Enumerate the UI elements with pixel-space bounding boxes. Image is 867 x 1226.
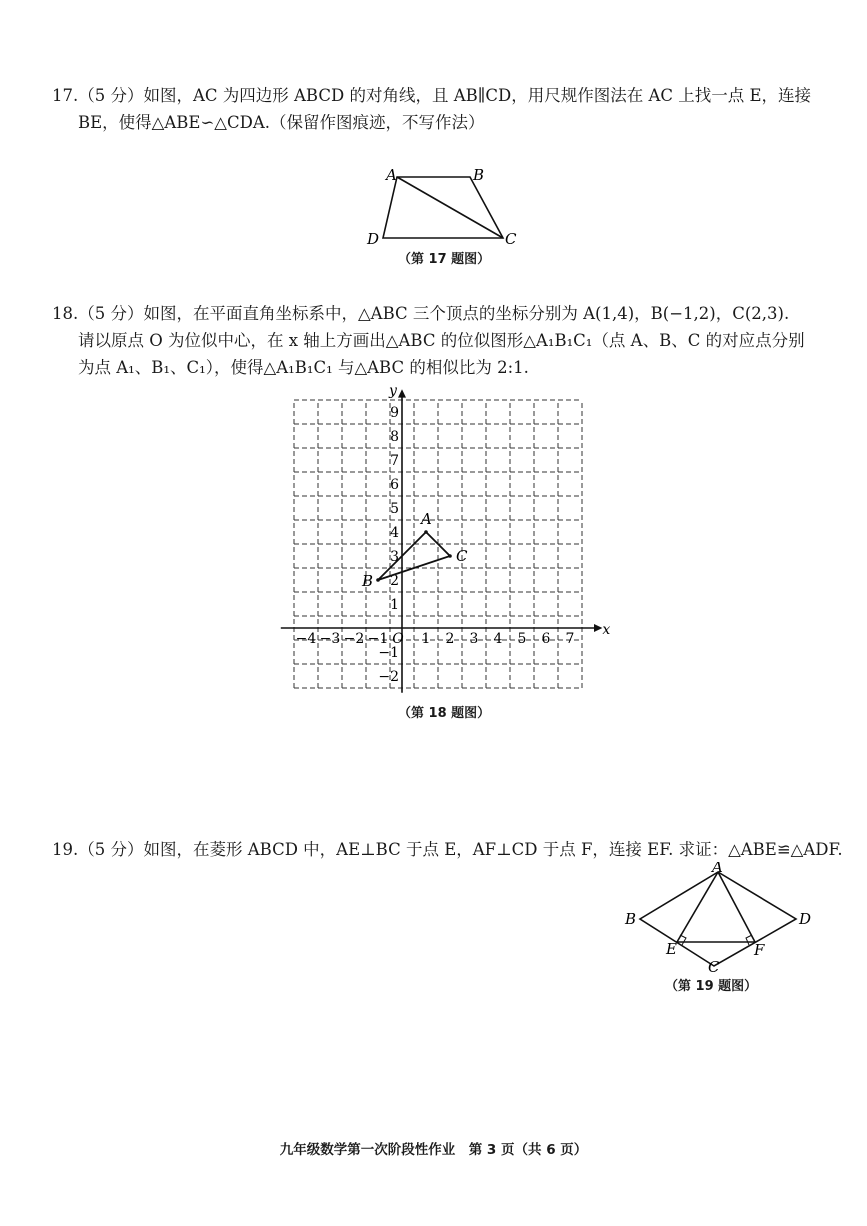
question-18-line-1: 18.（5 分）如图，在平面直角坐标系中，△ABC 三个顶点的坐标分别为 A(1,4)，B(−1,2)，C(2,3). bbox=[52, 304, 790, 323]
question-18-line-2: 请以原点 O 为位似中心，在 x 轴上方画出△ABC 的位似图形△A₁B₁C₁（点 A、B、C 的对应点分别 bbox=[78, 331, 805, 350]
label-f: F bbox=[754, 941, 765, 959]
x-tick-label: 5 bbox=[517, 631, 527, 647]
right-angle-mark-f bbox=[746, 935, 752, 945]
vertex-a bbox=[424, 530, 428, 534]
rhombus-abcd bbox=[640, 872, 796, 966]
y-tick-label: 6 bbox=[390, 477, 399, 493]
origin-label: O bbox=[392, 631, 404, 647]
label-c: C bbox=[505, 230, 517, 248]
label-d: D bbox=[799, 910, 812, 928]
label-d: D bbox=[367, 230, 380, 248]
x-tick-label: 1 bbox=[421, 631, 431, 647]
label-e: E bbox=[666, 940, 677, 958]
page-footer: 九年级数学第一次阶段性作业 第 3 页（共 6 页） bbox=[279, 1142, 588, 1158]
y-tick-label: 3 bbox=[390, 549, 399, 565]
question-18-line-3: 为点 A₁、B₁、C₁），使得△A₁B₁C₁ 与△ABC 的相似比为 2:1. bbox=[78, 358, 529, 377]
y-tick-label: 2 bbox=[390, 573, 399, 589]
figure-17-caption: （第 17 题图） bbox=[398, 252, 491, 267]
y-tick-label: 1 bbox=[390, 597, 399, 613]
y-tick-label: 5 bbox=[390, 501, 399, 517]
tick-labels bbox=[296, 405, 575, 685]
x-tick-label: −4 bbox=[295, 631, 317, 647]
question-19-line-1: 19.（5 分）如图，在菱形 ABCD 中，AE⊥BC 于点 E，AF⊥CD 于点 F，连接 EF. 求证：△ABE≌△ADF. bbox=[52, 840, 843, 859]
x-tick-label: −3 bbox=[319, 631, 341, 647]
question-17-line-2: BE，使得△ABE∽△CDA.（保留作图痕迹，不写作法） bbox=[78, 113, 485, 132]
x-axis-arrow bbox=[594, 624, 602, 632]
label-a: A bbox=[386, 166, 397, 184]
label-b: B bbox=[625, 910, 637, 928]
x-axis-label: x bbox=[602, 622, 611, 638]
vertex-c bbox=[448, 554, 452, 558]
y-tick-label: −2 bbox=[378, 669, 399, 685]
label-c: C bbox=[708, 958, 720, 976]
y-tick-label: 4 bbox=[390, 525, 399, 541]
x-tick-label: −2 bbox=[343, 631, 365, 647]
vertex-b bbox=[376, 578, 380, 582]
x-tick-label: 4 bbox=[493, 631, 503, 647]
x-tick-label: 6 bbox=[541, 631, 551, 647]
question-19 bbox=[52, 836, 843, 863]
x-tick-label: 3 bbox=[469, 631, 479, 647]
x-tick-label: 7 bbox=[565, 631, 575, 647]
y-axis-label: y bbox=[389, 383, 397, 400]
vertex-label-c: C bbox=[456, 547, 468, 565]
figure-19-caption: （第 19 题图） bbox=[665, 979, 758, 994]
segment-ae bbox=[677, 872, 718, 942]
vertex-label-a: A bbox=[421, 510, 432, 528]
x-tick-label: 2 bbox=[445, 631, 455, 647]
y-axis-arrow bbox=[398, 389, 406, 397]
y-tick-label: −1 bbox=[378, 645, 399, 661]
y-tick-label: 8 bbox=[390, 429, 399, 445]
question-17-line-1: 17.（5 分）如图，AC 为四边形 ABCD 的对角线，且 AB∥CD，用尺规作图法在 AC 上找一点 E，连接 bbox=[52, 86, 812, 105]
y-tick-label: 9 bbox=[390, 405, 399, 421]
label-b: B bbox=[473, 166, 485, 184]
question-19-figure bbox=[620, 862, 820, 977]
vertex-label-b: B bbox=[362, 572, 374, 590]
x-tick-label: −1 bbox=[367, 631, 389, 647]
figure-18-caption: （第 18 题图） bbox=[398, 706, 491, 721]
y-tick-label: 7 bbox=[390, 453, 399, 469]
label-a: A bbox=[712, 862, 723, 876]
